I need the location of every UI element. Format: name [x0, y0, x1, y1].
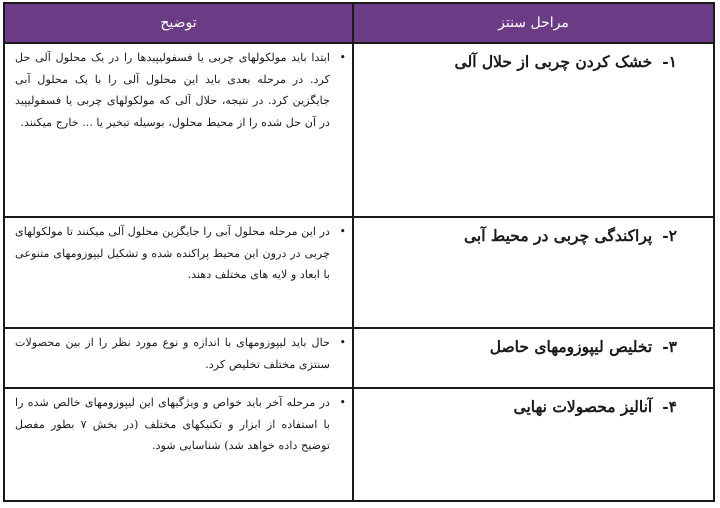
description-text: در این مرحله محلول آبی را جایگزین محلول آلی میکنند تا مولکولهای چربی در درون این محیط پراکنده شده و تشکیل لیپوزومهای متنوعی با ابعاد و لایه های مختلف دهند.	[15, 225, 330, 282]
description-text-block	[5, 329, 352, 377]
bullet-icon: •	[339, 396, 346, 409]
stage-number: ۱-	[662, 52, 677, 71]
stage-label	[354, 389, 713, 416]
description-text: در مرحله آخر باید خواص و ویژگیهای این لیپوزومهای خالص شده را با استفاده از ابزار و تکنیکهای مختلف (در بخش ۷ بطور مفصل توضیح داده خواهد شد) شناسایی شود.	[15, 396, 330, 453]
synthesis-steps-table	[3, 2, 715, 502]
stage-name: تخلیص لیپوزومهای حاصل	[489, 337, 653, 356]
bullet-icon: •	[339, 51, 346, 64]
stage-cell	[353, 328, 713, 388]
table-row	[5, 388, 713, 500]
stage-name: پراکندگی چربی در محیط آبی	[463, 226, 653, 245]
table-header-row	[5, 4, 713, 43]
stage-label	[354, 218, 713, 245]
stage-name: آنالیز محصولات نهایی	[513, 397, 653, 416]
stage-name: خشک کردن چربی از حلال آلی	[454, 52, 653, 71]
stage-number: ۴-	[662, 397, 677, 416]
synthesis-table	[5, 4, 713, 500]
stage-cell	[353, 43, 713, 217]
bullet-icon: •	[339, 336, 346, 349]
description-cell	[5, 43, 353, 217]
description-text: حال باید لیپوزومهای با اندازه و نوع مورد نظر را از بین محصولات سنتزی مختلف تخلیص کرد.	[15, 336, 330, 371]
stage-number: ۳-	[662, 337, 677, 356]
stage-label	[354, 44, 713, 71]
table-row	[5, 217, 713, 328]
stage-cell	[353, 217, 713, 328]
header-description: توضیح	[5, 4, 353, 43]
table-row	[5, 328, 713, 388]
table-row	[5, 43, 713, 217]
description-text: ابتدا باید مولکولهای چربی یا فسفولیپیدها را در یک محلول آلی حل کرد. در مرحله بعدی باید این محلول آلی را با یک محلول آبی جایگزین کرد. در نتیجه، حلال آلی که مولکولهای چربی یا فسفولیپید در آن حل شده را از محیط محلول، بوسیله تبخیر یا ... خارج میکنند.	[15, 51, 330, 129]
description-text-block	[5, 389, 352, 459]
bullet-icon: •	[339, 225, 346, 238]
description-text-block	[5, 44, 352, 135]
stage-number: ۲-	[662, 226, 677, 245]
description-cell	[5, 388, 353, 500]
stage-cell	[353, 388, 713, 500]
description-cell	[5, 328, 353, 388]
description-text-block	[5, 218, 352, 288]
description-cell	[5, 217, 353, 328]
stage-label	[354, 329, 713, 356]
header-stages: مراحل سنتز	[353, 4, 713, 43]
